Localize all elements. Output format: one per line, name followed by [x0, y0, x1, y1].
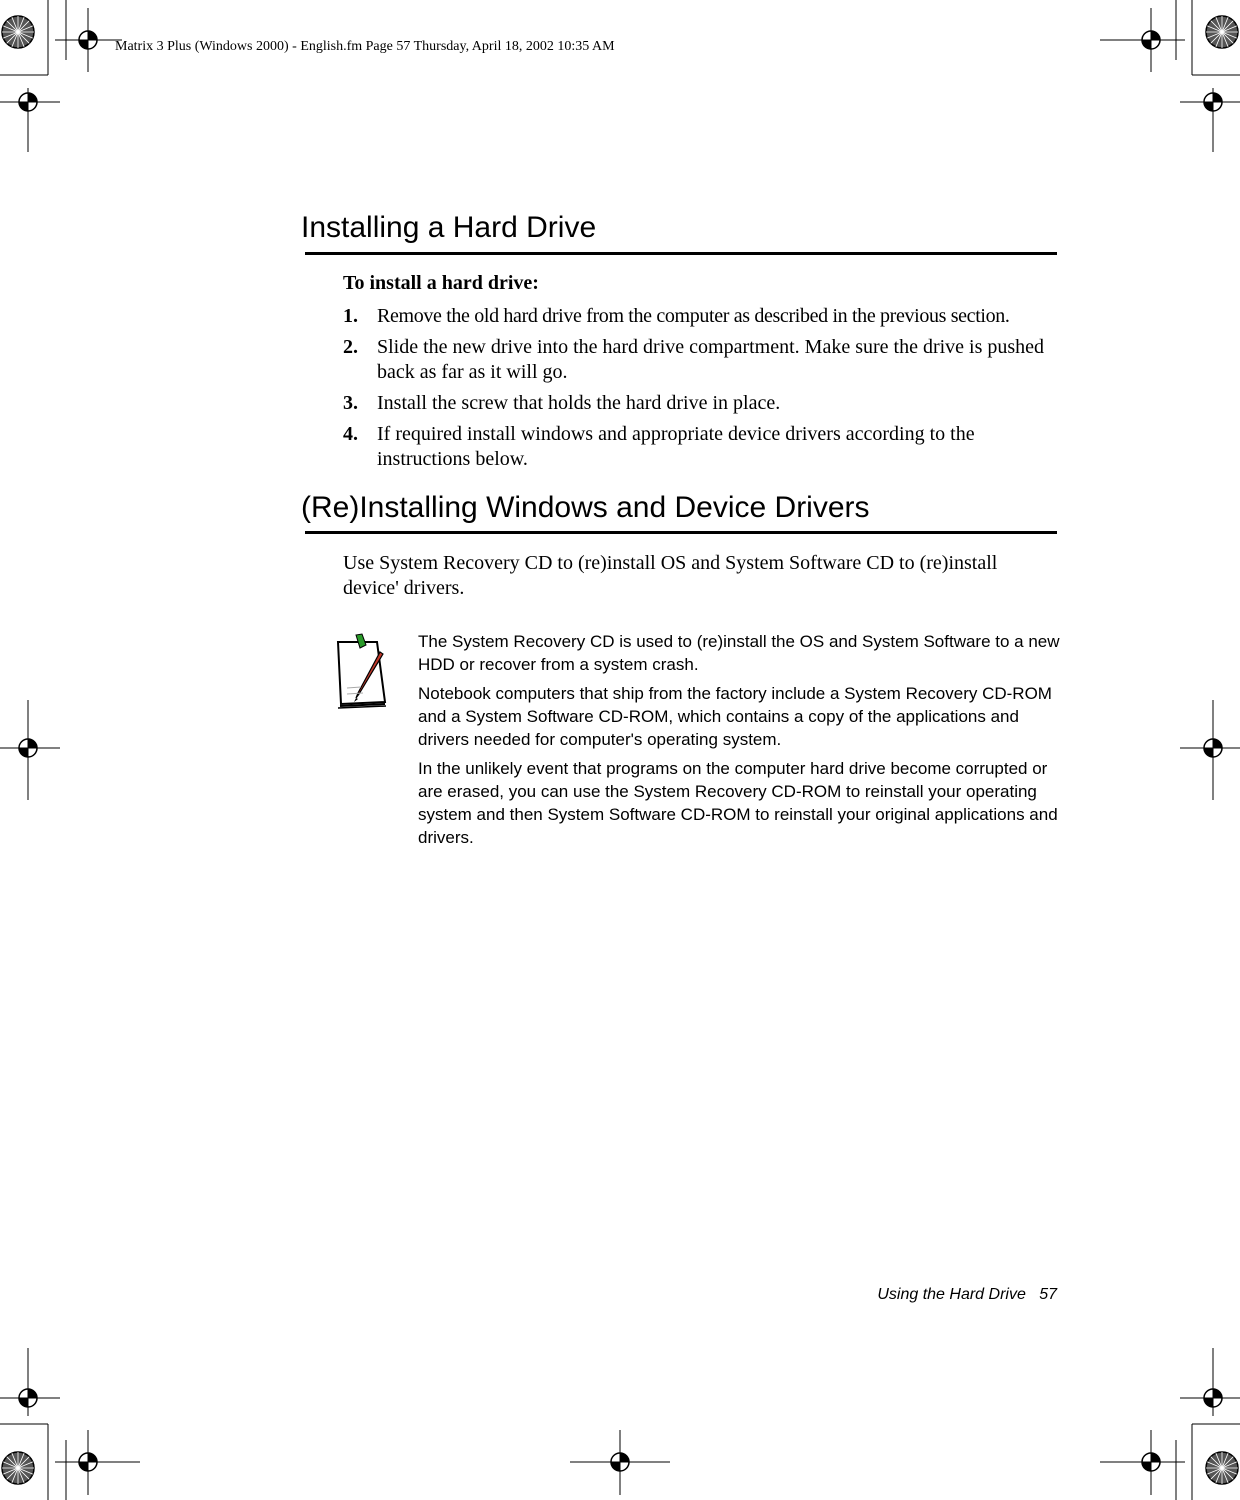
note-paragraph: In the unlikely event that programs on the computer hard drive become corrupted or are erased, you can use the System Recovery CD-ROM to reinstall your operating system and then System Software CD-ROM to reinstall your original applications and drivers.: [418, 759, 1058, 847]
section-rule: [305, 531, 1057, 534]
section-title-install: Installing a Hard Drive: [301, 211, 597, 244]
step-item: [343, 422, 1063, 472]
step-text: Slide the new drive into the hard drive compartment. Make sure the drive is pushed back as far as it will go.: [377, 336, 1045, 383]
step-text: Install the screw that holds the hard drive in place.: [377, 392, 781, 414]
page-number: 57: [1039, 1286, 1057, 1303]
step-item: [343, 304, 1063, 329]
section-rule: [305, 252, 1057, 255]
step-number: 1.: [343, 305, 358, 327]
step-number: 3.: [343, 392, 358, 414]
page-footer: [760, 1286, 1057, 1304]
step-number: 4.: [343, 423, 358, 445]
note-block: [418, 630, 1063, 855]
running-title: Using the Hard Drive: [877, 1286, 1026, 1303]
step-text: Remove the old hard drive from the computer as described in the previous section.: [377, 305, 1010, 327]
section-title-reinstall: (Re)Installing Windows and Device Drivers: [301, 491, 870, 524]
step-item: [343, 391, 1063, 416]
step-item: [343, 335, 1063, 385]
install-steps: [343, 304, 1063, 478]
procedure-lead: To install a hard drive:: [343, 272, 539, 294]
step-number: 2.: [343, 336, 358, 358]
reinstall-body: Use System Recovery CD to (re)install OS and System Software CD to (re)install device' drivers.: [343, 552, 998, 599]
step-text: If required install windows and appropriate device drivers according to the instructions below.: [377, 423, 975, 470]
note-paragraph: The System Recovery CD is used to (re)install the OS and System Software to a new HDD or recover from a system crash.: [418, 632, 1060, 674]
note-paragraph: Notebook computers that ship from the factory include a System Recovery CD-ROM and a System Software CD-ROM, which contains a copy of the applications and drivers needed for computer's operating system.: [418, 684, 1052, 749]
note-pen-icon: [333, 632, 391, 710]
print-header: Matrix 3 Plus (Windows 2000) - English.fm Page 57 Thursday, April 18, 2002 10:35 AM: [115, 39, 615, 54]
